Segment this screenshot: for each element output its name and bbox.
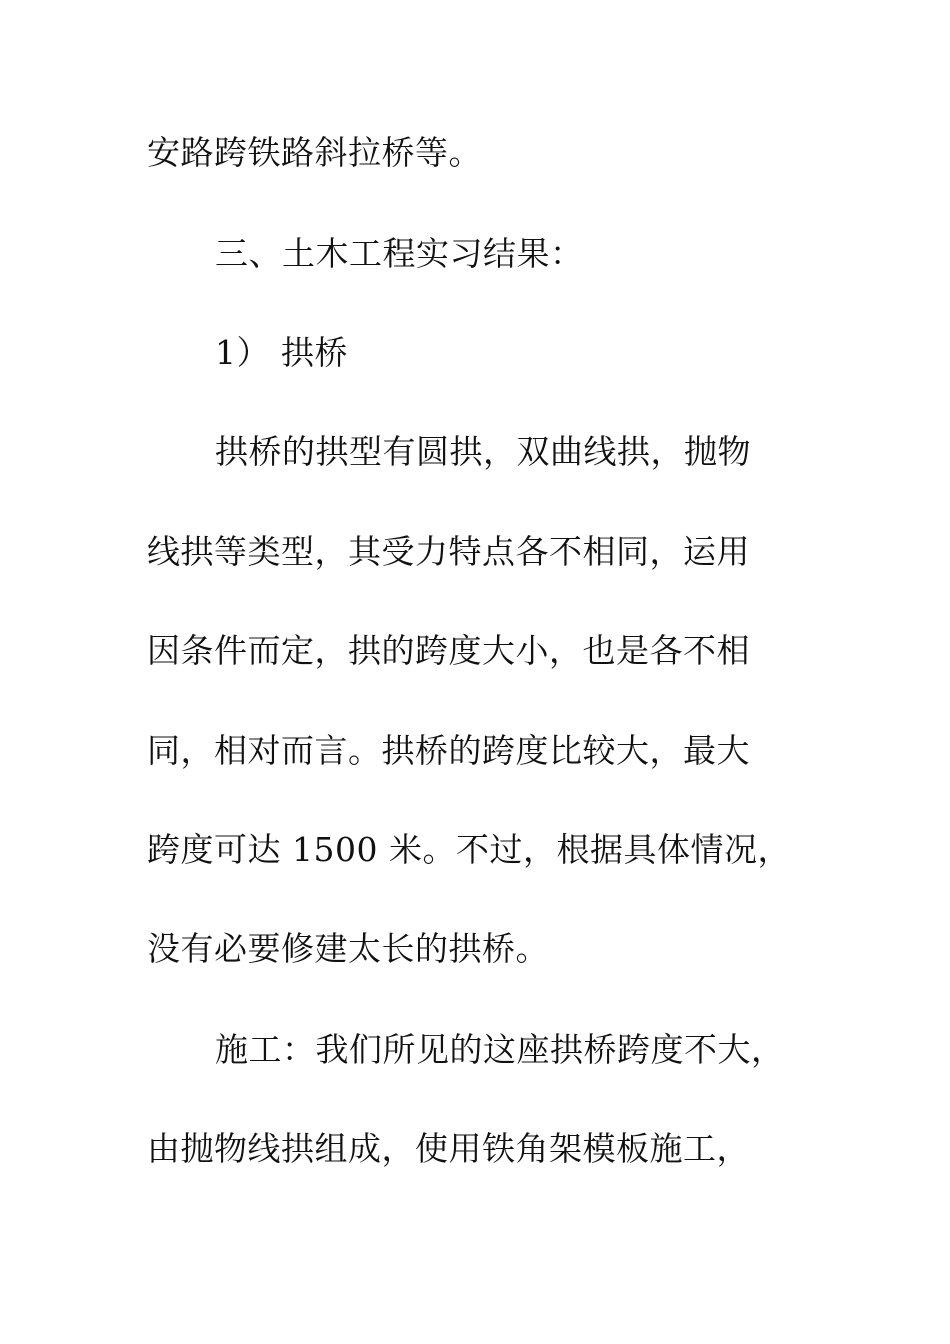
paragraph-line: 同，相对而言。拱桥的跨度比较大，最大 [147, 731, 750, 770]
paragraph-line: 施工：我们所见的这座拱桥跨度不大， [215, 1030, 785, 1069]
subsection-heading: 1） 拱桥 [215, 333, 348, 372]
paragraph-line: 安路跨铁路斜拉桥等。 [147, 133, 482, 172]
paragraph-line: 线拱等类型，其受力特点各不相同，运用 [147, 532, 750, 571]
paragraph-line: 拱桥的拱型有圆拱，双曲线拱，抛物 [215, 432, 751, 471]
paragraph-line: 没有必要修建太长的拱桥。 [147, 929, 549, 968]
paragraph-line: 因条件而定，拱的跨度大小，也是各不相 [147, 631, 750, 670]
paragraph-line: 由抛物线拱组成，使用铁角架模板施工， [147, 1129, 750, 1168]
paragraph-line: 跨度可达 1500 米。不过，根据具体情况， [147, 830, 791, 869]
section-heading: 三、土木工程实习结果： [215, 234, 584, 273]
